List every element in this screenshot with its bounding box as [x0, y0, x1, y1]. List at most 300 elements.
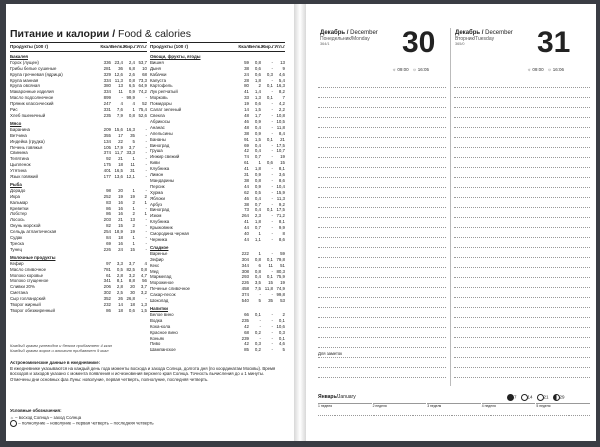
calendar-day[interactable] — [443, 409, 450, 416]
note-line[interactable] — [318, 298, 446, 308]
food-value: 0,2 — [254, 347, 261, 353]
food-value: 11,8 — [264, 286, 273, 292]
table-row — [150, 347, 285, 353]
food-value: 86 — [106, 307, 111, 313]
food-value: 0,9 — [254, 172, 261, 178]
food-value: 16,3 — [276, 83, 285, 89]
food-value: - — [271, 237, 273, 242]
food-name: Кабачки — [150, 71, 167, 77]
food-value: - — [271, 183, 273, 189]
food-name: Пиво — [150, 341, 161, 347]
food-name: Кефир — [10, 260, 24, 266]
food-value: 2 — [258, 83, 261, 89]
food-value: 7,9 — [116, 112, 123, 118]
food-value: 0,4 — [254, 142, 261, 148]
food-value: 0,9 — [128, 89, 135, 95]
calendar-week — [482, 403, 536, 416]
calendar-day[interactable] — [513, 409, 520, 416]
food-name: Индейка (грудка) — [10, 138, 45, 144]
table-row — [10, 174, 147, 180]
note-line[interactable] — [318, 248, 446, 258]
food-name: Телятина — [10, 156, 30, 162]
food-value: 4,6 — [278, 341, 285, 347]
food-value: 239 — [241, 335, 249, 341]
food-value: - — [271, 65, 273, 71]
note-line[interactable] — [318, 218, 446, 228]
note-line[interactable] — [318, 308, 446, 318]
table-row — [150, 298, 285, 304]
food-value: - — [271, 268, 273, 274]
calendar-day[interactable] — [365, 409, 372, 416]
calendar-day[interactable] — [505, 409, 512, 416]
food-value: 3,3 — [116, 260, 123, 266]
note-line[interactable] — [318, 328, 446, 338]
food-value: 91 — [244, 136, 249, 142]
food-value: 99,9 — [126, 95, 135, 101]
food-value: 15 — [268, 280, 273, 286]
food-value: 74,9 — [276, 286, 285, 292]
note-line[interactable] — [454, 198, 590, 208]
footnote-2: Каждый грамм жиров и алкоголя прибавляет 9 ккал — [10, 348, 109, 353]
food-value: 1,8 — [254, 166, 261, 172]
food-value: 2,8 — [116, 284, 123, 290]
food-value: 11,7 — [114, 150, 123, 156]
food-value: 8,2 — [278, 89, 285, 95]
note-line[interactable] — [454, 168, 590, 178]
food-name: Персик — [150, 183, 165, 189]
food-value: 31 — [244, 172, 249, 178]
food-name: Шоколад — [150, 298, 169, 304]
note-line[interactable] — [454, 88, 590, 98]
food-value: 98 — [106, 187, 111, 193]
food-value: 341 — [103, 278, 111, 284]
food-value: 16 — [118, 199, 123, 205]
note-line[interactable] — [454, 348, 590, 358]
food-value: - — [271, 101, 273, 107]
note-line[interactable] — [318, 168, 446, 178]
food-name: Рис — [10, 107, 18, 113]
calendar-day[interactable] — [536, 409, 543, 416]
note-line[interactable] — [318, 208, 446, 218]
sun-times-31: ☼ 09:00 ☼ 16:06 — [527, 67, 565, 72]
food-value: 5 — [132, 138, 135, 144]
food-value: 308 — [241, 268, 249, 274]
food-value: 10,4 — [276, 183, 285, 189]
calendar-day[interactable] — [427, 409, 434, 416]
food-value: 0,7 — [254, 201, 261, 207]
food-value: - — [145, 168, 147, 174]
food-value: 44 — [244, 225, 249, 231]
calendar-day[interactable] — [412, 409, 419, 416]
note-line[interactable] — [454, 118, 590, 128]
food-name: Хурма — [150, 189, 163, 195]
calendar-day[interactable] — [497, 409, 504, 416]
food-value: 18,9 — [114, 229, 123, 235]
food-value: 48 — [244, 124, 249, 130]
food-value: 0,6 — [254, 101, 261, 107]
note-line[interactable] — [454, 138, 590, 148]
note-line[interactable] — [318, 148, 446, 158]
food-name: Салат зеленый — [150, 107, 182, 113]
calendar-day[interactable] — [326, 409, 333, 416]
astro-text: В ежедневнике указываются на каждый день года моменты восхода и захода Солнца, долгота дня (по координатам Москвы). Время восходов и заходов указано с момента появления и исчезновения верхнего края Солнца. Точность вычисления до ± 1 минуты. Отмечены дни основных фаз Луны: новолуние, первая четверть, полнолуние, последняя четверть. — [10, 365, 276, 382]
note-line[interactable] — [454, 288, 590, 298]
food-name: Печень говяжья — [10, 144, 43, 150]
table-section: Овощи, фрукты, ягоды — [150, 53, 201, 59]
food-value: 83 — [106, 199, 111, 205]
note-line[interactable] — [454, 268, 590, 278]
food-value: 2 — [132, 223, 135, 229]
food-value: 8,4 — [278, 130, 285, 136]
food-name: Ананас — [150, 124, 165, 130]
food-name: Икра — [10, 193, 20, 199]
food-value: 36 — [118, 65, 123, 71]
note-line[interactable] — [454, 338, 590, 348]
food-value: 11,3 — [276, 195, 285, 201]
food-value: 8,6 — [278, 177, 285, 183]
calendar-day[interactable] — [560, 409, 567, 416]
food-name: Цыпленок — [10, 162, 31, 168]
food-value: 1,5 — [140, 307, 147, 313]
food-value: 0,8 — [254, 59, 261, 65]
note-line[interactable] — [454, 218, 590, 228]
day-header-30: Декабрь / December Понедельник/Monday 364/1 30 — [320, 26, 436, 59]
note-line[interactable] — [454, 328, 590, 338]
note-line[interactable] — [318, 278, 446, 288]
food-value: 59 — [280, 250, 285, 256]
note-line[interactable] — [318, 258, 446, 268]
january-calendar — [318, 403, 590, 416]
calendar-day[interactable] — [435, 409, 442, 416]
food-value: - — [145, 235, 147, 241]
food-name: Вишня — [150, 59, 164, 65]
food-name: Пряник классический — [10, 101, 54, 107]
note-line[interactable] — [454, 318, 590, 328]
food-value: 355 — [103, 132, 111, 138]
food-value: - — [145, 174, 147, 180]
food-value: - — [271, 148, 273, 154]
table-header: Продукты (100 г) Ккал Белк.г Жир.г Угл.г — [10, 42, 147, 52]
note-lines-30[interactable] — [318, 78, 446, 358]
food-value: - — [145, 126, 147, 132]
food-value: 62 — [244, 189, 249, 195]
note-line[interactable] — [318, 188, 446, 198]
food-value: 20 — [118, 187, 123, 193]
food-value: 374 — [103, 150, 111, 156]
food-name: Сельдь атлантическая — [10, 229, 57, 235]
food-value: 74,2 — [138, 89, 147, 95]
food-name: Грибы белые сушеные — [10, 65, 57, 71]
food-value: 42 — [244, 148, 249, 154]
food-value: 0,6 — [266, 160, 273, 166]
food-value: 0,7 — [254, 154, 261, 160]
food-value: 18 — [118, 162, 123, 168]
food-name: Лосось — [10, 217, 25, 223]
food-name: Макаронные изделия — [10, 89, 54, 95]
food-name: Инжир свежий — [150, 154, 180, 160]
food-value: - — [145, 144, 147, 150]
food-value: - — [271, 231, 273, 237]
note-line[interactable] — [318, 128, 446, 138]
food-name: Дорадо — [10, 187, 26, 193]
calendar-day[interactable] — [575, 409, 582, 416]
food-value: 0,9 — [254, 183, 261, 189]
food-value: 15 — [118, 223, 123, 229]
calendar-day[interactable] — [404, 409, 411, 416]
calendar-day[interactable] — [568, 409, 575, 416]
food-value: 7,6 — [116, 107, 123, 113]
food-value: 334 — [103, 77, 111, 83]
note-line[interactable] — [318, 118, 446, 128]
food-value: 59 — [244, 59, 249, 65]
food-value: - — [271, 195, 273, 201]
note-line[interactable] — [454, 258, 590, 268]
calendar-day[interactable] — [490, 409, 497, 416]
note-line[interactable] — [454, 128, 590, 138]
food-value: 19 — [280, 280, 285, 286]
calendar-day[interactable] — [373, 409, 380, 416]
food-value: 16 — [118, 211, 123, 217]
food-name: Клубника — [150, 219, 170, 225]
note-line[interactable] — [454, 78, 590, 88]
note-line[interactable] — [454, 178, 590, 188]
calendar-day[interactable] — [388, 409, 395, 416]
food-value: 52 — [142, 101, 147, 107]
food-name: Молоко сгущенное — [10, 278, 49, 284]
food-value: 1 — [132, 156, 135, 162]
note-line[interactable] — [318, 288, 446, 298]
food-value: 19 — [130, 229, 135, 235]
food-value: 33,3 — [126, 150, 135, 156]
note-line[interactable] — [318, 178, 446, 188]
food-value: 16,5 — [114, 168, 123, 174]
note-line[interactable] — [454, 368, 590, 378]
note-line[interactable] — [318, 338, 446, 348]
calendar-day[interactable] — [396, 409, 403, 416]
food-value: 82,5 — [126, 266, 135, 272]
food-value: 0,4 — [254, 148, 261, 154]
food-value: 331 — [103, 107, 111, 113]
food-value: 66 — [244, 311, 249, 317]
note-line[interactable] — [318, 318, 446, 328]
food-value: 5 — [258, 298, 261, 304]
food-value: 24 — [244, 71, 249, 77]
food-value: - — [271, 335, 273, 341]
calendar-day[interactable] — [357, 409, 364, 416]
food-value: 75,4 — [138, 107, 147, 113]
note-line[interactable] — [454, 208, 590, 218]
food-value: 3,5 — [254, 280, 261, 286]
moon-phases: 7 14 21 29 — [507, 394, 565, 401]
calendar-day[interactable] — [341, 409, 348, 416]
calendar-day[interactable] — [521, 409, 528, 416]
food-name: Масло подсолнечное — [10, 95, 54, 101]
food-name: Изюм — [150, 213, 162, 219]
food-value: 1 — [144, 211, 147, 217]
food-value: 0,5 — [254, 189, 261, 195]
food-name: Яблоки — [150, 195, 165, 201]
food-name: Арбуз — [150, 201, 162, 207]
food-value: - — [145, 217, 147, 223]
food-name: Черника — [150, 237, 168, 242]
food-value: - — [271, 213, 273, 219]
note-line[interactable] — [318, 228, 446, 238]
calendar-day[interactable] — [380, 409, 387, 416]
food-value: 222 — [241, 250, 249, 256]
january-label: Январь/January — [318, 394, 356, 400]
food-value: 0,9 — [254, 118, 261, 124]
note-line[interactable] — [318, 158, 446, 168]
food-value: 1 — [132, 187, 135, 193]
note-line[interactable] — [318, 198, 446, 208]
food-value: 0,1 — [266, 83, 273, 89]
food-value: 9,2 — [278, 201, 285, 207]
legend-heading: Условные обозначения: — [10, 408, 62, 413]
food-value: 19 — [244, 101, 249, 107]
calendar-day[interactable] — [529, 409, 536, 416]
food-value: 44 — [244, 237, 249, 242]
food-value: 0,4 — [254, 274, 261, 280]
table-section: Молочные продукты — [10, 254, 56, 260]
note-line[interactable] — [454, 298, 590, 308]
note-line[interactable] — [318, 98, 446, 108]
food-value: 18 — [118, 307, 123, 313]
note-line[interactable] — [454, 358, 590, 368]
calendar-day[interactable] — [458, 409, 465, 416]
note-line[interactable] — [318, 78, 446, 88]
food-value: 11 — [118, 89, 123, 95]
table-row — [10, 113, 147, 119]
food-value: 1,7 — [254, 112, 261, 118]
food-value: - — [271, 250, 273, 256]
note-line[interactable] — [454, 98, 590, 108]
table-row — [10, 247, 147, 253]
note-line[interactable] — [318, 138, 446, 148]
food-value: 4,7 — [140, 272, 147, 278]
food-name: Груша — [150, 148, 163, 154]
note-line[interactable] — [454, 238, 590, 248]
food-name: Утятина — [10, 168, 27, 174]
calendar-day[interactable] — [466, 409, 473, 416]
note-line[interactable] — [318, 268, 446, 278]
calendar-day[interactable] — [482, 409, 489, 416]
food-value: 0,8 — [128, 77, 135, 83]
food-value: 46 — [244, 195, 249, 201]
food-value: 16 — [118, 205, 123, 211]
food-value: 99,8 — [276, 292, 285, 298]
calendar-day[interactable] — [419, 409, 426, 416]
food-value: - — [145, 205, 147, 211]
note-line[interactable] — [318, 108, 446, 118]
note-line[interactable] — [318, 88, 446, 98]
food-value: 38 — [244, 201, 249, 207]
note-line[interactable] — [454, 188, 590, 198]
food-name: Мармелад — [150, 274, 172, 280]
food-value: 458 — [241, 286, 249, 292]
note-line[interactable] — [454, 108, 590, 118]
calendar-day[interactable] — [552, 409, 559, 416]
note-line[interactable] — [454, 248, 590, 258]
food-value: 18 — [130, 302, 135, 308]
food-value: 11,3 — [114, 77, 123, 83]
note-line[interactable] — [318, 368, 446, 378]
food-value: 0,3 — [254, 341, 261, 347]
calendar-day[interactable] — [318, 409, 325, 416]
note-lines-31[interactable] — [454, 78, 590, 358]
food-value: 1,1 — [254, 237, 261, 242]
food-value: 2,2 — [278, 107, 285, 113]
food-value: 1,5 — [254, 136, 261, 142]
food-value: 41 — [244, 219, 249, 225]
food-value: 14 — [244, 107, 249, 113]
note-line[interactable] — [454, 308, 590, 318]
astro-info — [10, 360, 280, 382]
calendar-day[interactable] — [349, 409, 356, 416]
note-line[interactable] — [454, 148, 590, 158]
food-value: 8,1 — [116, 278, 123, 284]
last-quarter-icon — [553, 394, 560, 401]
food-name: Молоко коровье — [10, 272, 44, 278]
calendar-day[interactable] — [583, 409, 590, 416]
food-value: 209 — [103, 126, 111, 132]
calendar-week — [373, 403, 427, 416]
food-name: Крыжовник — [150, 225, 173, 231]
food-value: 1 — [132, 235, 135, 241]
note-line[interactable] — [454, 158, 590, 168]
food-value: 16,3 — [126, 126, 135, 132]
food-value: 86 — [106, 211, 111, 217]
food-value: 1 — [144, 199, 147, 205]
food-value: 38 — [244, 65, 249, 71]
note-line[interactable] — [318, 238, 446, 248]
food-name: Баранина — [10, 126, 30, 132]
food-value: 134 — [103, 138, 111, 144]
table-section: Бакалея — [10, 53, 28, 59]
food-name: Виноград — [150, 207, 170, 213]
full-moon-icon — [10, 420, 17, 427]
food-value: 0,1 — [266, 274, 273, 280]
food-value: 344 — [241, 262, 249, 268]
food-name: Тунец — [10, 246, 23, 252]
food-value: 71,2 — [276, 213, 285, 219]
food-value: 33 — [244, 95, 249, 101]
note-line[interactable] — [454, 278, 590, 288]
food-value: 46 — [244, 118, 249, 124]
week-label: 5 неделя — [536, 404, 551, 408]
calendar-day[interactable] — [544, 409, 551, 416]
food-value: 22 — [118, 138, 123, 144]
food-value: - — [145, 296, 147, 302]
legend-line-1: – восход Солнца – заход Солнца — [15, 415, 82, 420]
food-value: 3,6 — [278, 172, 285, 178]
food-name: Киви — [150, 160, 160, 166]
food-value: 10,7 — [276, 148, 285, 154]
calendar-day[interactable] — [451, 409, 458, 416]
food-value: - — [259, 317, 261, 323]
food-value: - — [271, 154, 273, 160]
food-value: 302 — [103, 290, 111, 296]
food-value: 1 — [258, 250, 261, 256]
food-value: - — [271, 166, 273, 172]
calendar-day[interactable] — [474, 409, 481, 416]
food-value: - — [271, 201, 273, 207]
food-value: - — [145, 150, 147, 156]
calendar-day[interactable] — [334, 409, 341, 416]
note-line[interactable] — [454, 228, 590, 238]
note-line[interactable] — [318, 358, 446, 368]
table-header: Продукты (100 г) Ккал Белк.г Жир.г Угл.г — [150, 42, 285, 52]
food-value: - — [145, 95, 147, 101]
